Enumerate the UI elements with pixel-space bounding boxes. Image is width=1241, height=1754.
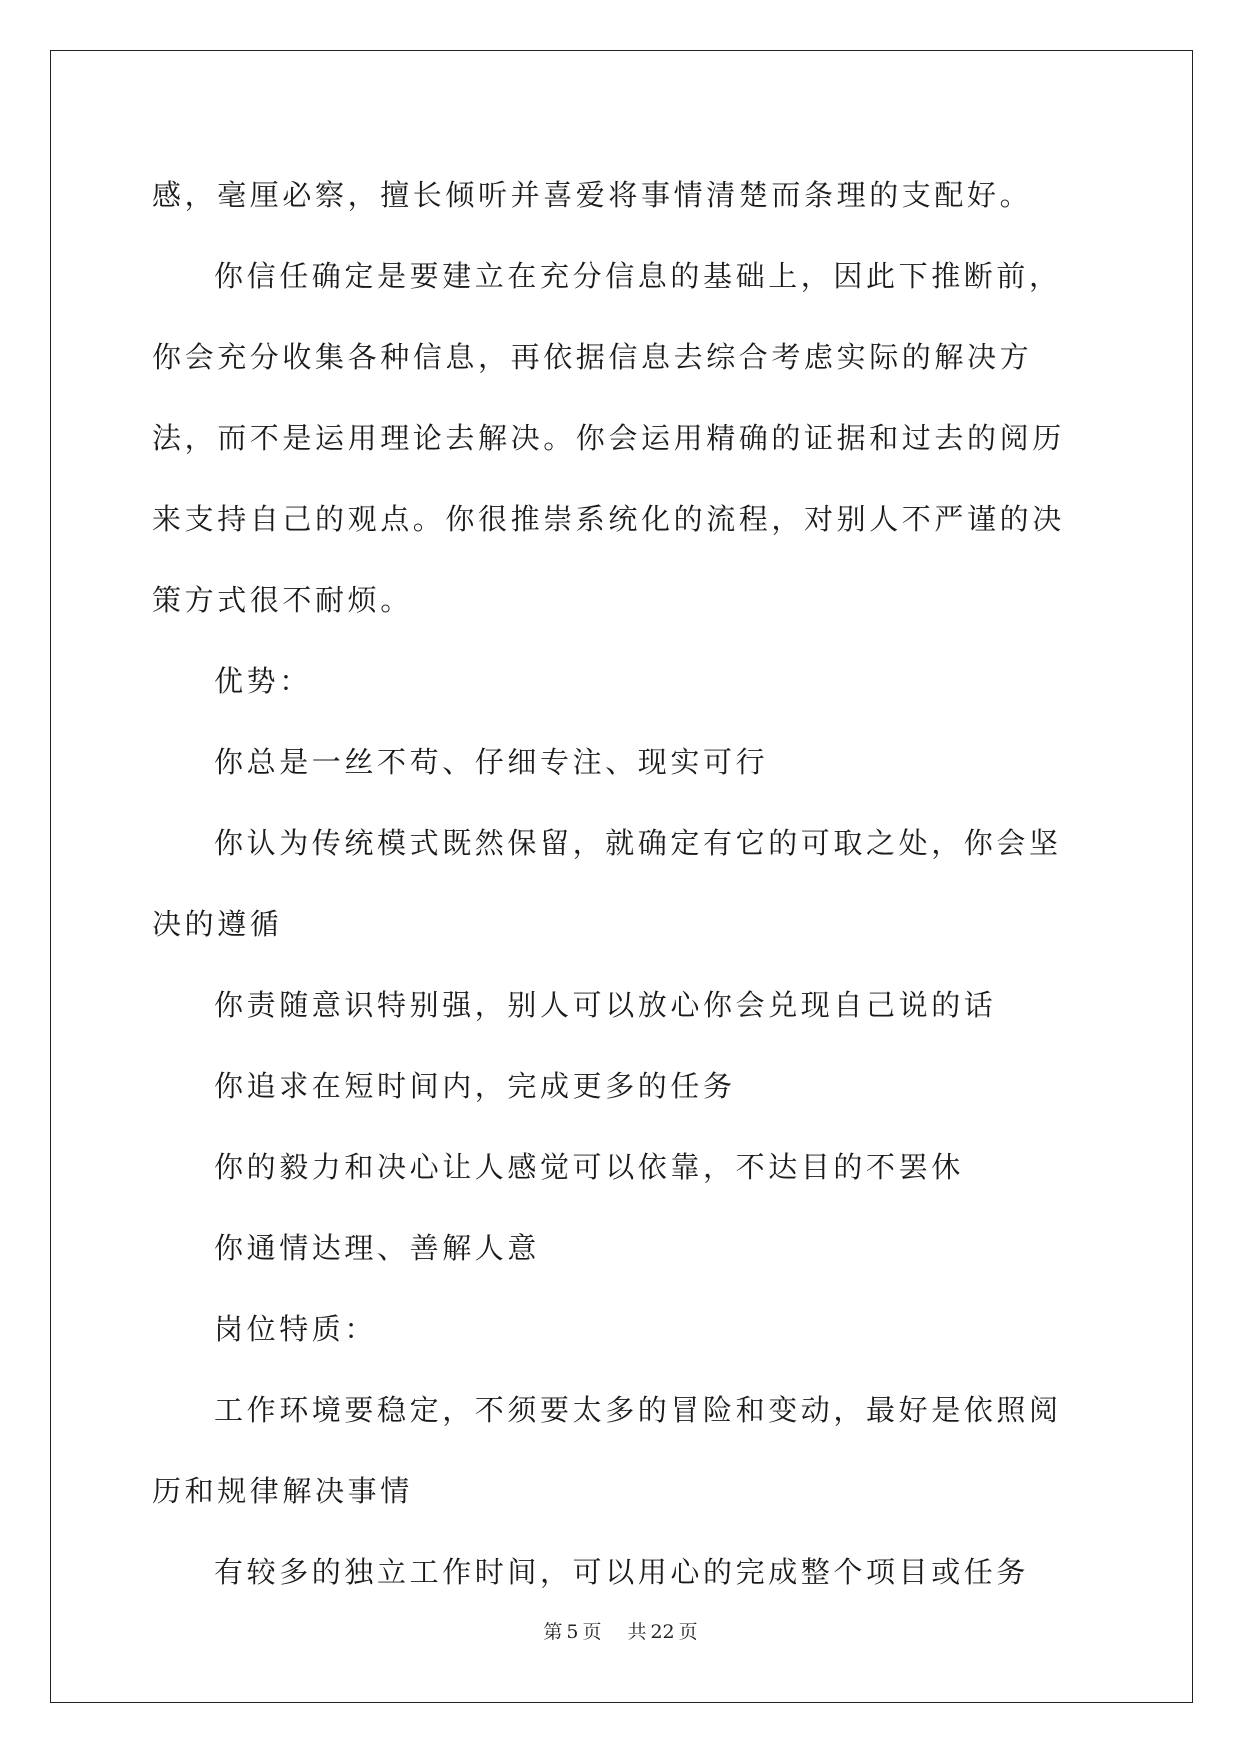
- total-prefix: 共: [627, 1621, 647, 1643]
- paragraph: 你认为传统模式既然保留，就确定有它的可取之处，你会坚决的遵循: [152, 826, 1062, 941]
- total-suffix: 页: [678, 1621, 698, 1643]
- paragraph: 你追求在短时间内，完成更多的任务: [214, 1069, 736, 1103]
- paragraph: 有较多的独立工作时间，可以用心的完成整个项目或任务: [214, 1555, 1030, 1589]
- paragraph: 感，毫厘必察，擅长倾听并喜爱将事情清楚而条理的支配好。: [152, 178, 1033, 212]
- page-number: 5: [566, 1621, 579, 1643]
- paragraph: 你信任确定是要建立在充分信息的基础上，因此下推断前，你会充分收集各种信息，再依据信息去综合考虑实际的解决方法，而不是运用理论去解决。你会运用精确的证据和过去的阅历来支持自己的观点。你很推崇系统化的流程，对别人不严谨的决策方式很不耐烦。: [152, 259, 1065, 617]
- total-pages: 22: [650, 1621, 675, 1643]
- page-prefix: 第: [543, 1621, 563, 1643]
- section-heading-advantages: 优势：: [214, 664, 312, 698]
- section-heading-job-traits: 岗位特质：: [214, 1312, 378, 1346]
- page-footer: [0, 1617, 1241, 1644]
- paragraph: 你通情达理、善解人意: [214, 1231, 541, 1265]
- paragraph: 你责随意识特别强，别人可以放心你会兑现自己说的话: [214, 988, 997, 1022]
- paragraph: 你的毅力和决心让人感觉可以依靠，不达目的不罢休: [214, 1150, 964, 1184]
- page-suffix: 页: [582, 1621, 602, 1643]
- paragraph: 你总是一丝不苟、仔细专注、现实可行: [214, 745, 769, 779]
- paragraph: 工作环境要稳定，不须要太多的冒险和变动，最好是依照阅历和规律解决事情: [152, 1393, 1062, 1508]
- document-body: [152, 155, 1092, 1613]
